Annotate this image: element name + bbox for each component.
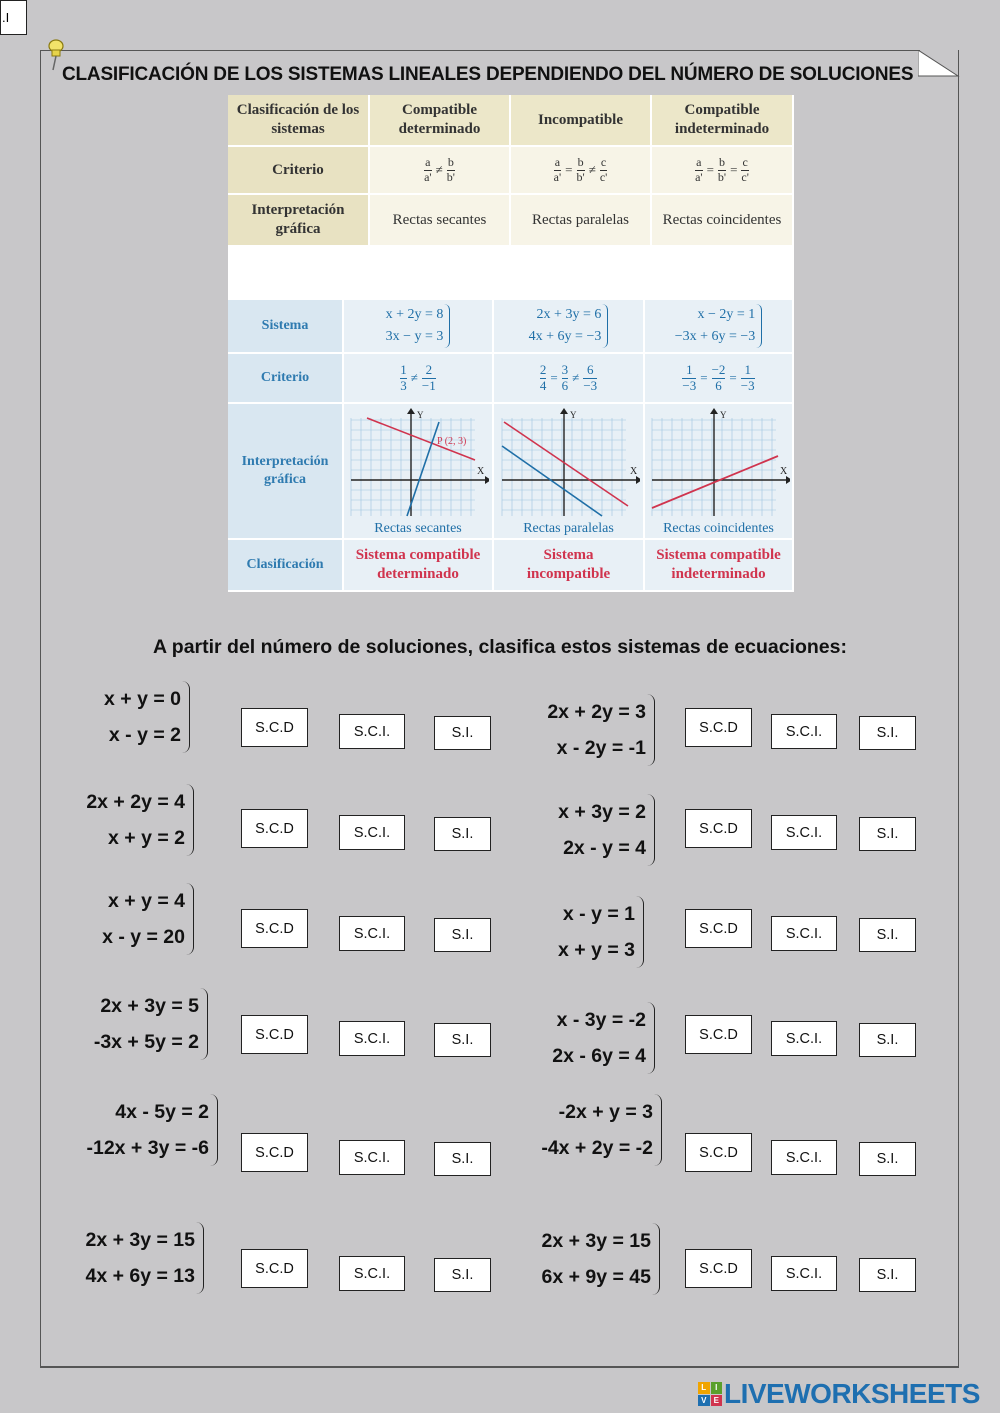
option-si[interactable]: S.I.	[859, 1142, 916, 1176]
equation-system: 2x + 2y = 3 x - 2y = -1	[547, 694, 655, 766]
interp-label: Interpretación gráfica	[228, 195, 370, 247]
sistema-label: Sistema	[228, 300, 344, 354]
equation-system: x + 3y = 2 2x - y = 4	[558, 794, 655, 866]
option-sci[interactable]: S.C.I.	[339, 815, 405, 850]
option-si[interactable]: S.I.	[859, 1258, 916, 1292]
option-scd[interactable]: S.C.D	[685, 708, 752, 747]
option-scd[interactable]: S.C.D	[241, 809, 308, 848]
graph-secantes-plot	[347, 408, 489, 520]
option-sci[interactable]: S.C.I.	[771, 1140, 837, 1175]
graph-paralelas	[494, 404, 645, 540]
option-si[interactable]: S.I.	[434, 1023, 491, 1057]
sistema-ci: x − 2y = 1 −3x + 6y = −3	[645, 300, 794, 354]
option-sci[interactable]: S.C.I.	[339, 1256, 405, 1291]
instruction-text: A partir del número de soluciones, clasifica estos sistemas de ecuaciones:	[153, 636, 847, 658]
clasificacion-i: Sistema incompatible	[494, 540, 645, 592]
option-si[interactable]: S.I.	[859, 716, 916, 750]
criterio-lower-cd: $\frac{1}{3}$ ≠ $\frac{2}{-1}$	[344, 354, 494, 404]
criterio-lower-i: $\frac{2}{4}$ = $\frac{3}{6}$ ≠ $\frac{6}{-3}$	[494, 354, 645, 404]
option-sci[interactable]: S.C.I.	[771, 815, 837, 850]
option-si[interactable]: S.I.	[434, 716, 491, 750]
option-sci[interactable]: S.C.I.	[339, 1021, 405, 1056]
graph-coincidentes-plot	[648, 408, 790, 520]
interp-lower-label: Interpretación gráfica	[228, 404, 344, 540]
option-scd[interactable]: S.C.D	[241, 1015, 308, 1054]
criterio-cd: $\frac{a}{a'}$ ≠ $\frac{b}{b'}$	[370, 147, 511, 195]
criterio-label: Criterio	[228, 147, 370, 195]
point-label: P (2, 3)	[437, 436, 467, 447]
option-scd[interactable]: S.C.D	[685, 1249, 752, 1288]
option-sci[interactable]: S.C.I.	[339, 714, 405, 749]
option-scd[interactable]: S.C.D	[685, 809, 752, 848]
equation-system: 2x + 3y = 15 4x + 6y = 13	[85, 1222, 204, 1294]
option-scd[interactable]: S.C.D	[241, 1133, 308, 1172]
option-sci[interactable]: S.C.I.	[771, 714, 837, 749]
option-sci[interactable]: S.C.I.	[339, 916, 405, 951]
svg-text:Y: Y	[417, 410, 424, 420]
clasificacion-label: Clasificación	[228, 540, 344, 592]
equation-system: 2x + 3y = 15 6x + 9y = 45	[541, 1223, 660, 1295]
criterio-i: $\frac{a}{a'}$ = $\frac{b}{b'}$ ≠ $\frac{c}{c'}$	[511, 147, 652, 195]
graph-paralelas-plot	[498, 408, 640, 520]
svg-text:X: X	[629, 466, 637, 477]
corner-tab: .I	[0, 0, 27, 35]
brand-name: LIVEWORKSHEETS	[724, 1378, 980, 1409]
equation-system: x - y = 1 x + y = 3	[558, 896, 644, 968]
option-si[interactable]: S.I.	[434, 817, 491, 851]
reference-table	[228, 95, 794, 592]
equation-system: 2x + 3y = 5 -3x + 5y = 2	[94, 988, 208, 1060]
header-incompatible: Incompatible	[511, 95, 652, 147]
option-si[interactable]: S.I.	[859, 1023, 916, 1057]
option-scd[interactable]: S.C.D	[241, 708, 308, 747]
interp-secantes: Rectas secantes	[370, 195, 511, 247]
graph-caption-coincidentes: Rectas coincidentes	[663, 520, 774, 536]
sheet-top-edge	[40, 50, 920, 51]
svg-text:X: X	[779, 466, 787, 477]
criterio-lower-label: Criterio	[228, 354, 344, 404]
option-si[interactable]: S.I.	[434, 1142, 491, 1176]
option-si[interactable]: S.I.	[859, 817, 916, 851]
option-scd[interactable]: S.C.D	[685, 1133, 752, 1172]
clasificacion-cd: Sistema compatible determinado	[344, 540, 494, 592]
interp-coincidentes: Rectas coincidentes	[652, 195, 794, 247]
equation-system: 2x + 2y = 4 x + y = 2	[86, 784, 194, 856]
option-si[interactable]: S.I.	[859, 918, 916, 952]
option-scd[interactable]: S.C.D	[241, 909, 308, 948]
equation-system: x + y = 4 x - y = 20	[102, 883, 194, 955]
reference-lower	[228, 300, 794, 592]
graph-caption-paralelas: Rectas paralelas	[523, 520, 614, 536]
option-scd[interactable]: S.C.D	[685, 1015, 752, 1054]
svg-text:X: X	[477, 466, 485, 477]
page-title: CLASIFICACIÓN DE LOS SISTEMAS LINEALES DEPENDIENDO DEL NÚMERO DE SOLUCIONES	[62, 64, 914, 85]
svg-text:Y: Y	[569, 410, 576, 420]
liveworksheets-logo-icon: L I V E	[698, 1382, 722, 1406]
header-compatible-indeterminado: Compatible indeterminado	[652, 95, 794, 147]
equation-system: x - 3y = -2 2x - 6y = 4	[552, 1002, 655, 1074]
interp-paralelas: Rectas paralelas	[511, 195, 652, 247]
option-sci[interactable]: S.C.I.	[771, 1256, 837, 1291]
option-sci[interactable]: S.C.I.	[771, 1021, 837, 1056]
reference-upper	[228, 95, 794, 247]
clasificacion-ci: Sistema compatible indeterminado	[645, 540, 794, 592]
option-si[interactable]: S.I.	[434, 1258, 491, 1292]
graph-coincidentes	[645, 404, 794, 540]
equation-system: -2x + y = 3 -4x + 2y = -2	[541, 1094, 662, 1166]
graph-caption-secantes: Rectas secantes	[374, 520, 462, 536]
sistema-i: 2x + 3y = 6 4x + 6y = −3	[494, 300, 645, 354]
equation-system: x + y = 0 x - y = 2	[104, 681, 190, 753]
criterio-ci: $\frac{a}{a'}$ = $\frac{b}{b'}$ = $\frac{c}{c'}$	[652, 147, 794, 195]
header-compatible-determinado: Compatible determinado	[370, 95, 511, 147]
sistema-cd: x + 2y = 8 3x − y = 3	[344, 300, 494, 354]
option-scd[interactable]: S.C.D	[241, 1249, 308, 1288]
option-sci[interactable]: S.C.I.	[771, 916, 837, 951]
option-scd[interactable]: S.C.D	[685, 909, 752, 948]
header-clasificacion: Clasificación de los sistemas	[228, 95, 370, 147]
criterio-lower-ci: $\frac{1}{-3}$ = $\frac{-2}{6}$ = $\frac{1}{-3}$	[645, 354, 794, 404]
option-si[interactable]: S.I.	[434, 918, 491, 952]
equation-system: 4x - 5y = 2 -12x + 3y = -6	[86, 1094, 218, 1166]
svg-text:Y: Y	[719, 410, 726, 420]
liveworksheets-brand	[698, 1378, 980, 1410]
option-sci[interactable]: S.C.I.	[339, 1140, 405, 1175]
graph-secantes	[344, 404, 494, 540]
